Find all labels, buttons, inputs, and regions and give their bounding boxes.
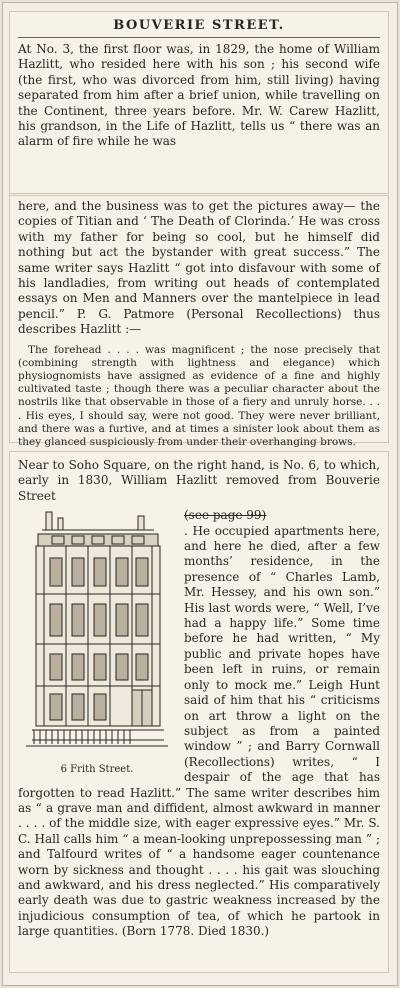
paragraph-continuation: here, and the business was to get the pictures away— the copies of Titian and ‘ The Death of Clorinda.’ He was cross with my father for being so cool, but he himself did nothing but act the bystander with great success.” The same writer says Hazlitt “ got into disfavour with some of his landladies, from writing out heads of contemplated essays on Men and Manners over the mantelpiece in lead pencil.” P. G. Patmore (Personal Recollections) thus describes Hazlitt :— (18, 199, 380, 337)
paragraph-bouverie: At No. 3, the first floor was, in 1829, the home of William Hazlitt, who resided here with his son ; his second wife (the first, who was divorced from him, still living) having separated from him after a brief union, while travelling on the Continent, three years before. Mr. W. Carew Hazlitt, his grandson, in the Life of Hazlitt, tells us “ there was an alarm of fire while he was (18, 42, 380, 149)
section-title: BOUVERIE STREET. (18, 18, 380, 38)
clipping-frith-street (9, 451, 389, 973)
house-engraving (18, 504, 176, 762)
paragraph-frith-rest: . He occupied apartments here, and here he died, after a few months’ residence, in the presence of “ Charles Lamb, Mr. Hessey, and his own son.” His last words were, “ Well, I’ve had a happy life.” Some time before he had written, “ My public and private hopes have been left in ruins, or remain only to mock me.” Leigh Hunt said of him that his “ criticisms on art throw a light on the subject as from a painted window ” ; and Barry Cornwall (Recollections) writes, “ I despair of the age that has forgotten to read Hazlitt.” The same writer describes him as “ a grave man and diffident, almost awkward in manner . . . . of the middle size, with eager expressive eyes.” Mr. S. C. Hall calls him “ a mean-looking unprepossessing man ” ; and Talfourd writes of “ a handsome eager countenance worn by sickness and thought . . . . his gait was slouching and awkward, and his dress neglected.” His comparatively early death was due to gastric weakness increased by the injudicious consumption of tea, of which he partook in large quantities. (Born 1778. Died 1830.) (18, 523, 380, 939)
clipping-continuation (9, 195, 389, 449)
struck-page-ref: (see page 99) (184, 508, 267, 523)
illustration-caption: 6 Frith Street. (60, 764, 134, 776)
patmore-quote: The forehead . . . . was magnificent ; the nose precisely that (combining strength with lightness and elegance) which physiognomists have assigned as evidence of a fine and highly cultivated taste ; though there was a peculiar character about the nostrils like that observable in those of a fiery and unruly horse. . . . His eyes, I should say, were not good. They were never brilliant, and there was a furtive, and at times a sinister look about them as they glanced suspiciously from under their overhanging brows. (18, 343, 380, 449)
clipping-bouverie-street (9, 11, 389, 194)
scrapbook-page (2, 2, 398, 986)
paragraph-frith-lead: Near to Soho Square, on the right hand, is No. 6, to which, early in 1830, William Hazlitt removed from Bouverie Street (18, 458, 380, 503)
frith-street-illustration (18, 504, 176, 776)
struck-reference (184, 508, 266, 522)
